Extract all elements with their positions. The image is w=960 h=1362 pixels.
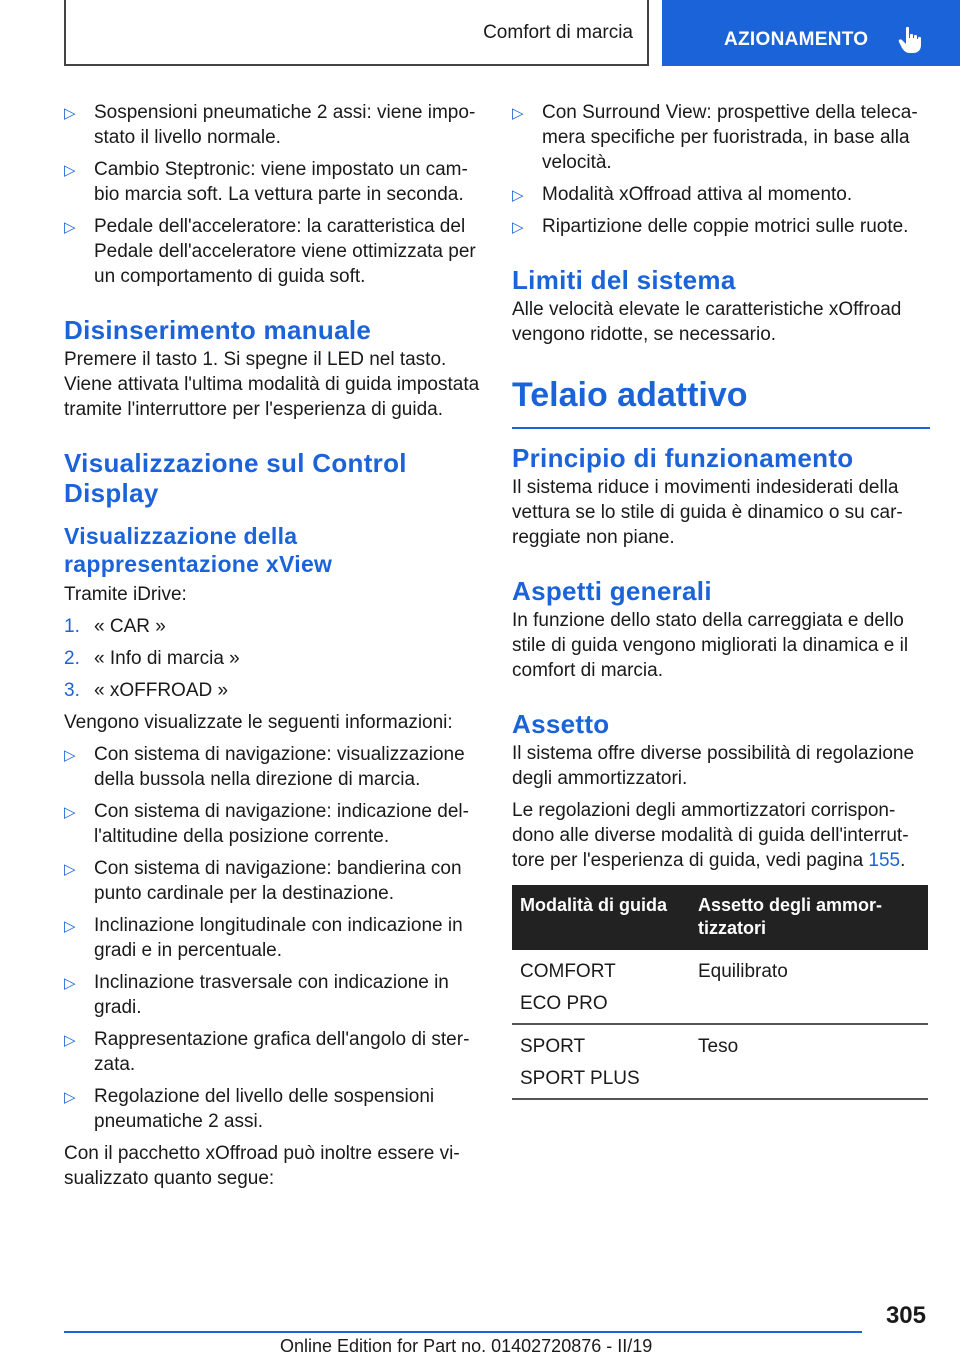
list-item: ▷ Ripartizione delle coppie motrici sulle ruote. [512,214,930,239]
triangle-bullet-icon: ▷ [64,804,76,821]
table-cell: COMFORT ECO PRO [512,950,690,1024]
heading-setup: Assetto [512,709,610,739]
heading-control-display: Visualizzazione sul Control Display [64,448,407,508]
heading-xview: Visualizzazione della rappresentazione xView [64,523,333,577]
step-item: 3. « xOFFROAD » [64,680,229,701]
hand-pointer-icon [898,26,924,54]
chapter-tab[interactable] [662,0,960,66]
triangle-bullet-icon: ▷ [512,105,524,122]
footer-edition: Online Edition for Part no. 01402720876 - II/19 [280,1336,653,1356]
list-item: ▷ Rappresentazione grafica dell'angolo di ster-zata. [64,1029,470,1075]
right-column [512,100,930,1100]
list-item: ▷ Sospensioni pneumatiche 2 assi: viene impo-stato il livello normale. [64,102,476,148]
heading-system-limits: Limiti del sistema [512,265,736,295]
paragraph-info: Vengono visualizzate le seguenti informazioni: [64,712,453,733]
table-cell: SPORT SPORT PLUS [512,1024,690,1099]
table-row [512,950,928,1024]
triangle-bullet-icon: ▷ [64,219,76,236]
step-item: 1. « CAR » [64,616,166,637]
page-number: 305 [885,1302,926,1329]
steps-list [64,614,482,703]
bullet-list-defaults [64,100,482,289]
paragraph-idrive: Tramite iDrive: [64,584,187,605]
triangle-bullet-icon: ▷ [512,187,524,204]
list-item: ▷ Con Surround View: prospettive della teleca-mera specifiche per fuoristrada, in base alla velocità. [512,102,918,173]
list-item: ▷ Pedale dell'acceleratore: la caratteristica del Pedale dell'acceleratore viene ottimizzata per un comportamento di guida soft. [64,216,476,287]
heading-principle: Principio di funzionamento [512,443,854,473]
list-item: ▷ Inclinazione trasversale con indicazione in gradi. [64,972,449,1018]
heading-manual-off: Disinserimento manuale [64,315,372,345]
triangle-bullet-icon: ▷ [64,861,76,878]
triangle-bullet-icon: ▷ [64,1089,76,1106]
paragraph-manual-off: Premere il tasto 1. Si spegne il LED nel tasto. Viene attivata l'ultima modalità di guida impostata tramite l'interruttore per l'esperienza di guida. [64,349,480,420]
bullet-list-info [64,742,482,1134]
list-item: ▷ Cambio Steptronic: viene impostato un cam-bio marcia soft. La vettura parte in seconda. [64,159,468,205]
list-item: ▷ Con sistema di navigazione: visualizzazione della bussola nella direzione di marcia. [64,744,465,790]
section-title: Comfort di marcia [483,22,633,43]
heading-adaptive-chassis: Telaio adattivo [512,373,930,429]
step-item: 2. « Info di marcia » [64,648,240,669]
triangle-bullet-icon: ▷ [512,219,524,236]
table-row [512,1024,928,1099]
list-item: ▷ Con sistema di navigazione: indicazione del-l'altitudine della posizione corrente. [64,801,469,847]
table-header: Assetto degli ammor-tizzatori [690,885,928,950]
heading-general: Aspetti generali [512,576,712,606]
footer-divider [64,1331,862,1333]
bullet-list-xoffroad [512,100,930,239]
triangle-bullet-icon: ▷ [64,918,76,935]
damper-table [512,885,928,1100]
list-item: ▷ Inclinazione longitudinale con indicazione in gradi e in percentuale. [64,915,463,961]
triangle-bullet-icon: ▷ [64,162,76,179]
paragraph-setup-1: Il sistema offre diverse possibilità di regolazione degli ammortizzatori. [512,743,915,789]
table-cell: Equilibrato [690,950,928,1024]
triangle-bullet-icon: ▷ [64,1032,76,1049]
table-header-row [512,885,928,950]
triangle-bullet-icon: ▷ [64,747,76,764]
paragraph-system-limits: Alle velocità elevate le caratteristiche xOffroad vengono ridotte, se necessario. [512,299,902,345]
paragraph-setup-2: Le regolazioni degli ammortizzatori corrispon-dono alle diverse modalità di guida dell'interrut-tore per l'esperienza di guida, vedi pagina 155. [512,800,909,871]
table-header: Modalità di guida [512,885,690,950]
chapter-label: AZIONAMENTO [724,29,869,50]
page-reference-link[interactable]: 155 [868,850,901,871]
paragraph-xoffroad-package: Con il pacchetto xOffroad può inoltre essere vi-sualizzato quanto segue: [64,1143,460,1189]
list-item: ▷ Modalità xOffroad attiva al momento. [512,182,930,207]
paragraph-principle: Il sistema riduce i movimenti indesiderati della vettura se lo stile di guida è dinamico o su car-reggiate non piane. [512,477,903,548]
triangle-bullet-icon: ▷ [64,975,76,992]
header-box [64,0,649,66]
paragraph-general: In funzione dello stato della carreggiata e dello stile di guida vengono migliorati la dinamica e il comfort di marcia. [512,610,909,681]
left-column [64,100,482,1198]
list-item: ▷ Con sistema di navigazione: bandierina con punto cardinale per la destinazione. [64,858,462,904]
table-cell: Teso [690,1024,928,1099]
list-item: ▷ Regolazione del livello delle sospensioni pneumatiche 2 assi. [64,1086,435,1132]
triangle-bullet-icon: ▷ [64,105,76,122]
